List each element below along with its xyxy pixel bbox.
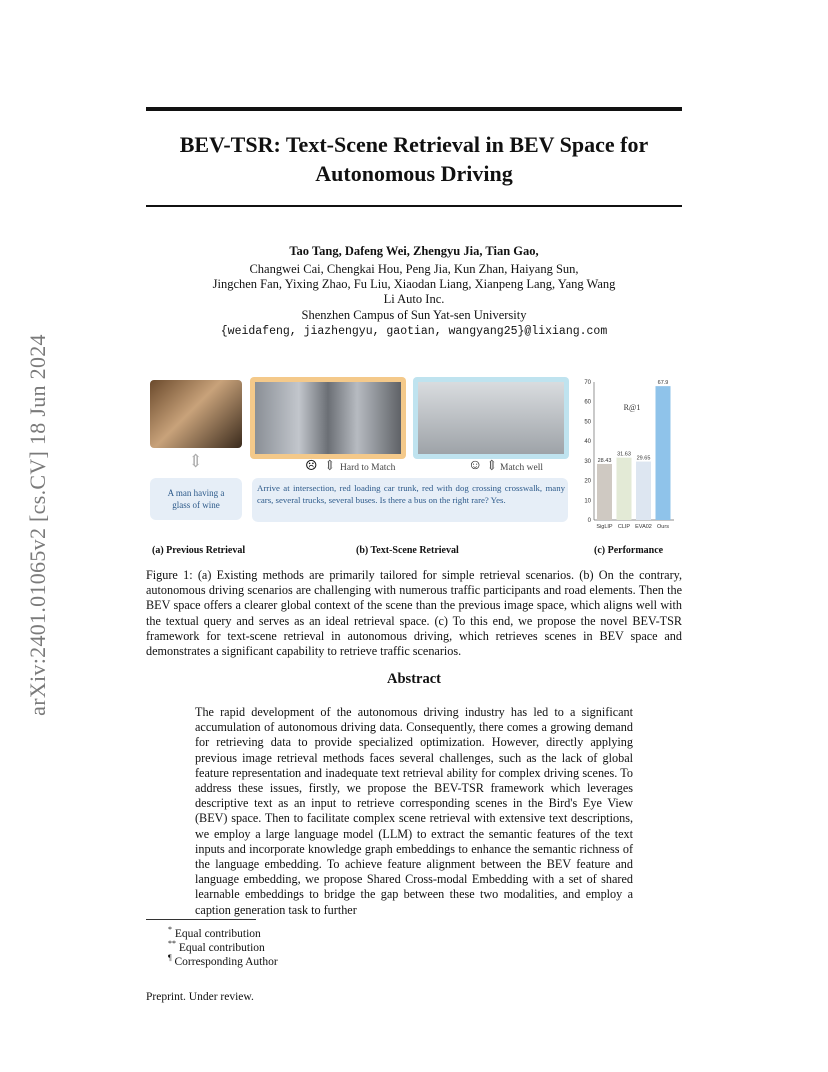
author-emails: {weidafeng, jiazhengyu, gaotian, wangyang25}@lixiang.com [220, 325, 608, 338]
bar-value-label: 28.43 [597, 457, 612, 464]
bar-siglip [597, 464, 612, 520]
footnote-3: ¶ Corresponding Author [168, 953, 278, 968]
scene-text: Arrive at intersection, red loading car trunk, red with dog crossing crosswalk, many cars, several trucks, several buses. Is there a bus on the right rare? Yes. [257, 483, 565, 505]
y-tick-label: 20 [584, 478, 591, 485]
x-tick-label: Ours [657, 524, 669, 530]
affiliation-1: Li Auto Inc. [383, 292, 445, 306]
bev-road [418, 382, 564, 454]
x-tick-label: EVA02 [635, 524, 652, 530]
y-tick-label: 50 [584, 419, 591, 426]
camera-grid [255, 382, 401, 454]
happy-face-icon: ☺ [468, 458, 483, 473]
y-tick-label: 60 [584, 399, 591, 406]
sad-face-icon: ☹ [305, 459, 318, 474]
abstract-body: The rapid development of the autonomous driving industry has led to a significant accumulation of autonomous driving data. Consequently, there comes a growing demand for retrieving data to provide specialized optimization. However, directly applying previous image retrieval methods faces several challenges, such as the lack of global feature representation and inadequate text retrieval ability for complex driving scenes. To address these issues, firstly, we propose the BEV-TSR framework which leverages descriptive text as an input to retrieve corresponding scenes in the Bird's Eye View (BEV) space. Then to facilitate complex scene retrieval with extensive text descriptions, we employ a large language model (LLM) to extract the semantic features of the text inputs and incorporate knowledge graph embeddings to enhance the semantic richness of the language embedding. To achieve feature alignment between the BEV feature and language embedding, we propose Shared Cross-modal Embedding with a set of shared learnable embeddings to bridge the gap between these two modalities, and employ a caption generation task to further [195, 705, 633, 917]
footnote-3-text: Corresponding Author [174, 955, 278, 968]
title-bottom-rule [146, 205, 682, 207]
arxiv-side-label: arXiv:2401.01065v2 [cs.CV] 18 Jun 2024 [25, 334, 50, 716]
paper-title [146, 130, 682, 188]
footnote-rule [146, 919, 256, 920]
y-tick-label: 30 [584, 458, 591, 465]
y-tick-label: 40 [584, 439, 591, 446]
footnote-2-text: Equal contribution [178, 941, 265, 954]
subcaption-b: (b) Text-Scene Retrieval [356, 545, 459, 556]
double-arrow-icon: ⇕ [486, 459, 498, 474]
chart-title: R@1 [623, 403, 641, 412]
match-well-label: Match well [500, 463, 544, 473]
title-line-2: Autonomous Driving [315, 161, 513, 186]
y-tick-label: 70 [584, 380, 591, 386]
x-tick-label: CLIP [617, 524, 631, 530]
preprint-note: Preprint. Under review. [146, 991, 254, 1003]
authors-line-2: Changwei Cai, Chengkai Hou, Peng Jia, Kun Zhan, Haiyang Sun, [249, 262, 579, 276]
performance-chart [578, 374, 680, 536]
bar-value-label: 31.63 [617, 451, 631, 458]
double-arrow-icon: ⇕ [324, 459, 336, 474]
subcaption-a: (a) Previous Retrieval [152, 545, 246, 556]
bar-eva02 [636, 462, 651, 520]
affiliation-2: Shenzhen Campus of Sun Yat-sen University [301, 308, 527, 322]
footnote-2: ** Equal contribution [168, 939, 265, 954]
y-tick-label: 0 [587, 518, 591, 524]
subcaption-c: (c) Performance [594, 545, 664, 556]
hard-to-match-label: Hard to Match [340, 463, 396, 473]
footnote-1: * Equal contribution [168, 925, 261, 940]
bar-ours [656, 386, 671, 520]
top-rule [146, 107, 682, 111]
title-line-1: BEV-TSR: Text-Scene Retrieval in BEV Space for [179, 132, 649, 157]
bar-value-label: 29.65 [636, 455, 651, 462]
bar-clip [617, 458, 632, 520]
y-tick-label: 10 [584, 498, 591, 505]
authors-line-1: Tao Tang, Dafeng Wei, Zhengyu Jia, Tian Gao, [289, 244, 539, 258]
figure-caption: Figure 1: (a) Existing methods are primarily tailored for simple retrieval scenarios. (b) On the contrary, autonomous driving scenarios are challenging with numerous traffic participants and road elements. Then the BEV space offers a clearer global context of the scene than the previous image space, which aligns well with the textual query and serves as an ideal retrieval space. (c) To this end, we propose the novel BEV-TSR framework for text-scene retrieval in autonomous driving, which retrieves scenes in BEV space and demonstrates a significant capability to retrieve traffic scenarios. [146, 568, 682, 659]
person-photo [150, 380, 242, 448]
left-query-text: A man having a glass of wine [167, 488, 225, 510]
x-tick-label: SigLIP [596, 524, 613, 530]
bar-value-label: 67.9 [657, 380, 669, 387]
double-arrow-icon: ⇕ [188, 451, 204, 471]
authors-line-3: Jingchen Fan, Yixing Zhao, Fu Liu, Xiaodan Liang, Xianpeng Lang, Yang Wang [212, 277, 616, 291]
abstract-heading: Abstract [387, 671, 441, 687]
footnote-1-text: Equal contribution [174, 927, 261, 940]
